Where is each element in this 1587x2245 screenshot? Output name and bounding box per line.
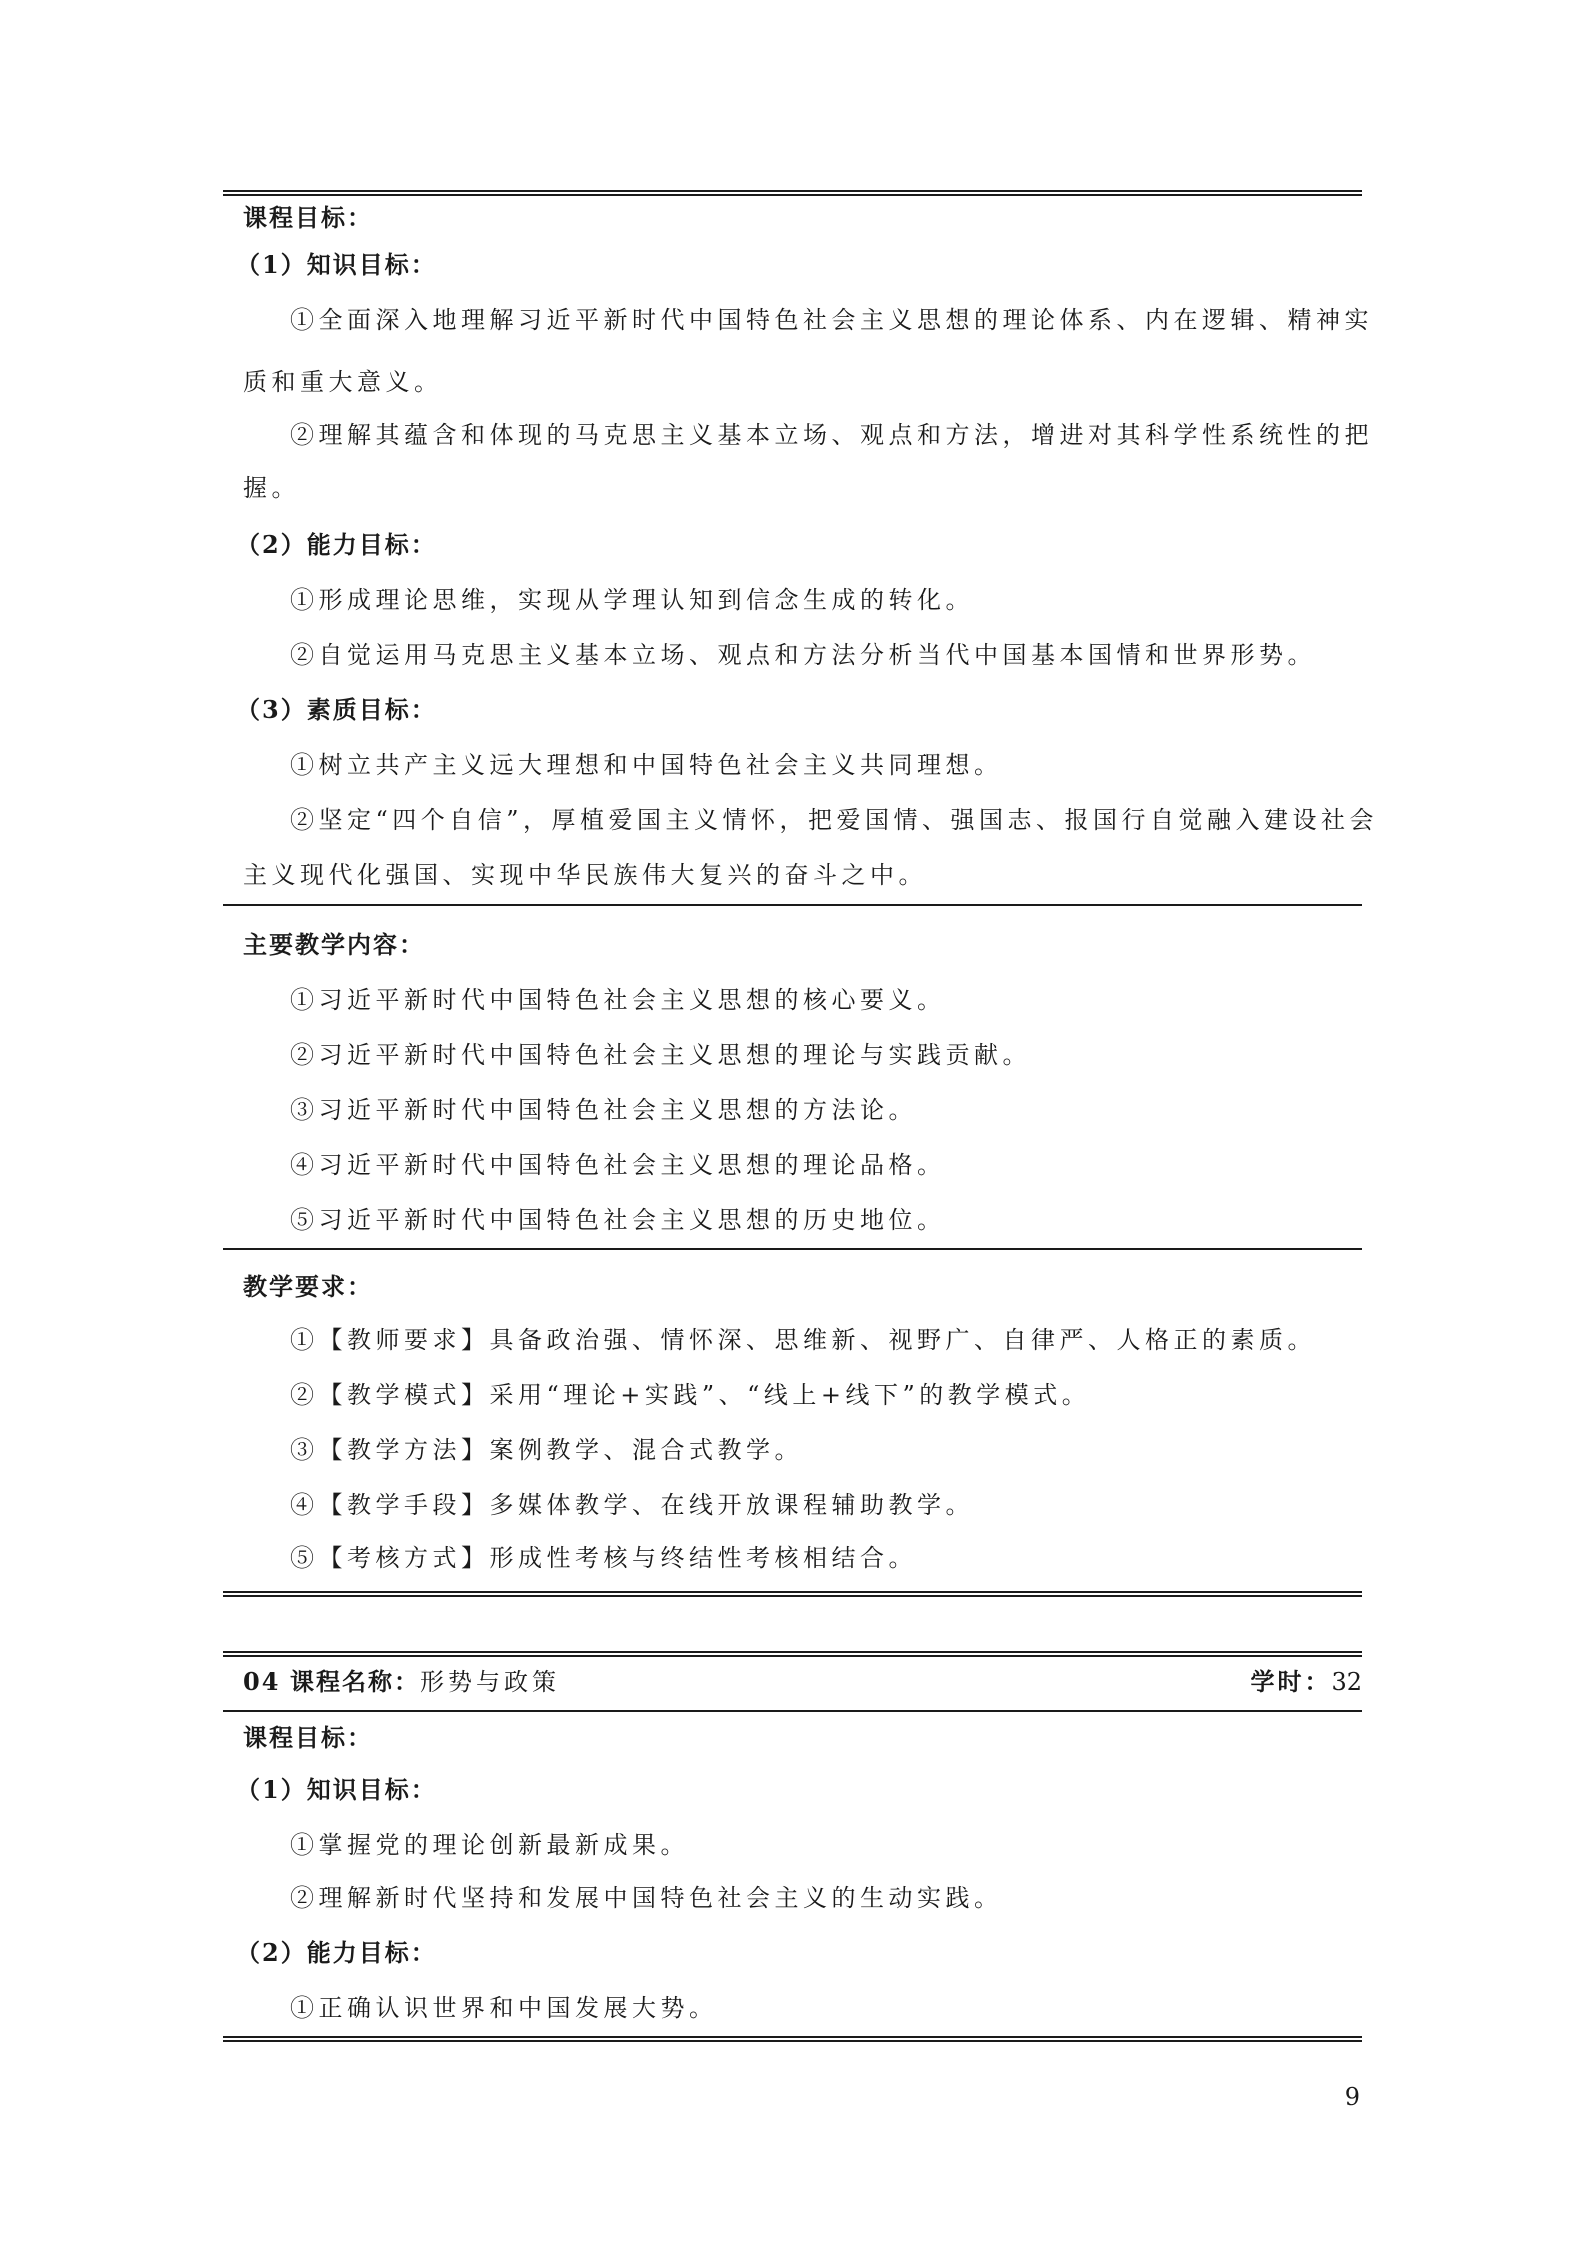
- course-name-label: 课程名称：: [290, 1667, 421, 1696]
- requirement-item-3: ③【教学方法】案例教学、混合式教学。: [290, 1436, 803, 1464]
- knowledge-item-1: ①掌握党的理论创新最新成果。: [290, 1831, 689, 1859]
- course-hours: [1250, 1666, 1362, 1698]
- objectives-heading: 课程目标：: [243, 1723, 373, 1752]
- content-item-1: ①习近平新时代中国特色社会主义思想的核心要义。: [290, 986, 946, 1014]
- ability-item-1: ①正确认识世界和中国发展大势。: [290, 1994, 718, 2022]
- quality-objectives-heading: （3）素质目标：: [236, 695, 437, 724]
- table-top-border: [223, 190, 1362, 196]
- course-number: 04: [243, 1667, 281, 1696]
- requirement-item-5: ⑤【考核方式】形成性考核与终结性考核相结合。: [290, 1544, 917, 1572]
- table-top-border: [223, 1651, 1362, 1657]
- course-name: 形势与政策: [420, 1668, 561, 1696]
- knowledge-item-1-cont: 质和重大意义。: [243, 368, 443, 396]
- hours-label: 学时：: [1250, 1667, 1332, 1696]
- ability-item-1: ①形成理论思维，实现从学理认知到信念生成的转化。: [290, 586, 974, 614]
- row-divider: [223, 1248, 1362, 1250]
- knowledge-objectives-heading: （1）知识目标：: [236, 250, 437, 279]
- table-bottom-border: [223, 1591, 1362, 1597]
- row-divider: [223, 1710, 1362, 1712]
- ability-objectives-heading: （2）能力目标：: [236, 530, 437, 559]
- quality-item-1: ①树立共产主义远大理想和中国特色社会主义共同理想。: [290, 751, 1003, 779]
- teaching-requirements-heading: 教学要求：: [243, 1272, 373, 1301]
- requirement-item-2: ②【教学模式】采用“理论+实践”、“线上+线下”的教学模式。: [290, 1381, 1091, 1409]
- knowledge-item-2-cont: 握。: [243, 474, 300, 502]
- content-item-2: ②习近平新时代中国特色社会主义思想的理论与实践贡献。: [290, 1041, 1031, 1069]
- quality-item-2-cont: 主义现代化强国、实现中华民族伟大复兴的奋斗之中。: [243, 861, 927, 889]
- ability-item-2: ②自觉运用马克思主义基本立场、观点和方法分析当代中国基本国情和世界形势。: [290, 641, 1316, 669]
- knowledge-objectives-heading: （1）知识目标：: [236, 1775, 437, 1804]
- content-item-5: ⑤习近平新时代中国特色社会主义思想的历史地位。: [290, 1206, 946, 1234]
- objectives-heading: 课程目标：: [243, 203, 373, 232]
- course-title: [243, 1666, 560, 1698]
- knowledge-item-1: ①全面深入地理解习近平新时代中国特色社会主义思想的理论体系、内在逻辑、精神实: [290, 306, 1373, 334]
- hours-value: 32: [1331, 1668, 1362, 1696]
- requirement-item-4: ④【教学手段】多媒体教学、在线开放课程辅助教学。: [290, 1491, 974, 1519]
- content-item-3: ③习近平新时代中国特色社会主义思想的方法论。: [290, 1096, 917, 1124]
- requirement-item-1: ①【教师要求】具备政治强、情怀深、思维新、视野广、自律严、人格正的素质。: [290, 1326, 1316, 1354]
- teaching-content-heading: 主要教学内容：: [243, 930, 425, 959]
- knowledge-item-2: ②理解新时代坚持和发展中国特色社会主义的生动实践。: [290, 1884, 1003, 1912]
- quality-item-2: ②坚定“四个自信”，厚植爱国主义情怀，把爱国情、强国志、报国行自觉融入建设社会: [290, 806, 1379, 834]
- knowledge-item-2: ②理解其蕴含和体现的马克思主义基本立场、观点和方法，增进对其科学性系统性的把: [290, 421, 1373, 449]
- page-number: 9: [1344, 2083, 1360, 2111]
- content-item-4: ④习近平新时代中国特色社会主义思想的理论品格。: [290, 1151, 946, 1179]
- table-bottom-border: [223, 2036, 1362, 2042]
- row-divider: [223, 904, 1362, 906]
- ability-objectives-heading: （2）能力目标：: [236, 1938, 437, 1967]
